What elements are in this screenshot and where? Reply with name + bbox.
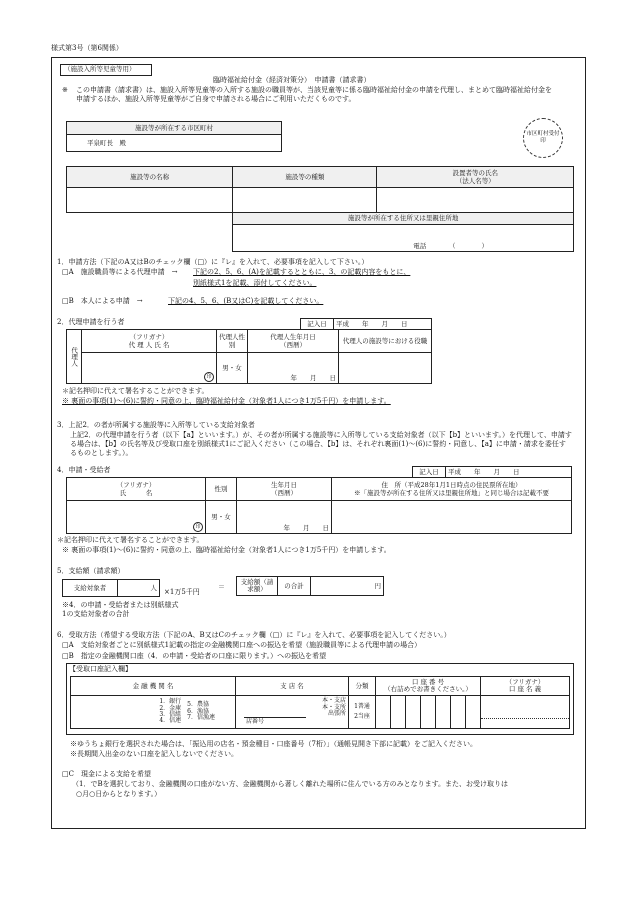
s5-amount-label: 支給額（請求額） (237, 577, 278, 596)
s4-note2: ※ 裏面の事項(1)～(6)に誓約・同意の上、臨時福祉給付金（対象者1人につき1万5千円）を申請します。 (62, 546, 391, 554)
bank-type-2[interactable]: 2．金庫 (159, 704, 182, 712)
s2-date-value[interactable]: 平成 年 月 日 (334, 319, 432, 330)
form-title: 臨時福祉給付金（経済対策分） 申請書（請求書） (213, 76, 371, 84)
bank-type-3[interactable]: 3．信組 (159, 711, 182, 718)
seal-mark: 印 (204, 372, 214, 382)
applicant-address-input[interactable] (332, 501, 572, 534)
applicant-gender-header: 性別 (206, 478, 237, 501)
applicant-furigana-header: （フリガナ） (116, 480, 156, 489)
branch-type-3[interactable]: 出張所 (327, 709, 346, 717)
account-number-subheader: （右詰めでお書きください。） (384, 685, 472, 693)
s5-target-label: 支給対象者 (63, 580, 118, 597)
applicant-birth-input[interactable]: 年 月 日 (237, 501, 332, 534)
s5-target-box (62, 579, 160, 597)
s5-amount-input[interactable] (311, 577, 384, 596)
facility-address-header: 施設等が所在する住所又は里親住所地 (233, 213, 574, 225)
founder-header: 設置者等の氏名 (452, 168, 498, 177)
s5-target-input[interactable] (118, 580, 160, 597)
facility-type-input[interactable] (233, 188, 377, 213)
proxy-table (66, 329, 432, 384)
s5-heading: 5．支給額（請求額） (57, 567, 125, 575)
tel-label: 電話 (413, 241, 427, 250)
proxy-side-label: 代理人 (67, 330, 82, 384)
account-table (70, 676, 570, 729)
facility-name-input[interactable] (67, 188, 233, 213)
s1-option-b-text: 下記の4、5、6、(B又はC)を記載してください。 (168, 297, 324, 305)
s5-equals: ＝ (218, 583, 225, 591)
proxy-role-input[interactable] (339, 353, 432, 384)
account-box-title: 【受取口座記入欄】 (69, 665, 132, 673)
facility-type-header: 施設等の種類 (233, 167, 377, 188)
founder-input[interactable] (377, 188, 574, 213)
branch-header: 支 店 名 (236, 677, 349, 696)
facility-address-input[interactable]: 電話 （ ） (233, 225, 574, 252)
account-number-input[interactable] (376, 696, 481, 729)
bank-type-4[interactable]: 4．信連 (159, 717, 182, 725)
s6-option-a[interactable]: □A 支給対象者ごとに別紙様式1記載の指定の金融機関口座への振込を希望（施設職員等による代理申請の場合） (62, 641, 422, 649)
s4-date-label: 記入日 (413, 467, 446, 478)
proxy-birth-input[interactable]: 年 月 日 (248, 353, 339, 384)
s5-note: ※4．の申請・受給者または別紙様式1の支給対象者の合計 (62, 601, 179, 618)
applicant-table (66, 477, 572, 534)
bank-type-1[interactable]: 1．銀行 (159, 698, 182, 706)
s5-total-label: の合計 (278, 577, 311, 596)
facility-table (66, 166, 574, 252)
s2-heading: 2．代理申請を行う者 (57, 318, 125, 326)
intro-note-mark: ※ (62, 86, 68, 94)
s6-c-note2: ○月○日からとなります。） (76, 790, 162, 798)
holder-input[interactable] (481, 696, 570, 729)
category-label: （施設入所等児童等用） (60, 64, 152, 76)
branch-input[interactable] (236, 696, 349, 729)
facility-name-header: 施設等の名称 (67, 167, 233, 188)
applicant-birth-subheader: （西暦） (271, 489, 297, 497)
bank-type-5[interactable]: 5．農協 (187, 701, 209, 709)
holder-furigana-header: （フリガナ） (505, 677, 545, 686)
s6-note1: ※ゆうちょ銀行を選択された場合は、「振込用の店名・預金種目・口座番号（7桁）」（通帳見開き下部に記載）をご記入ください。 (70, 740, 477, 748)
proxy-birth-subheader: （西暦） (280, 341, 306, 349)
class-current[interactable]: 2当座 (354, 713, 370, 720)
s1-heading: 1．申請方法（下記のA又はBのチェック欄（□）に『レ』を入れて、必要事項を記入して下さい。） (57, 258, 369, 266)
applicant-gender-input[interactable]: 男・女 (206, 501, 237, 534)
branch-type-2[interactable]: 本・支所 (321, 703, 346, 711)
s4-heading: 4．申請・受給者 (57, 466, 111, 474)
seal-mark: 印 (193, 522, 203, 532)
s4-date-value[interactable]: 平成 年 月 日 (446, 467, 572, 478)
applicant-name-header: 氏 名 (119, 489, 153, 497)
s6-heading: 6．受取方法（希望する受取方法（下記のA、B又はCのチェック欄（□）に『レ』を入れて、必要事項を記入してください。） (57, 631, 451, 639)
s1-option-b[interactable]: □B 本人による申請 → (62, 297, 143, 305)
applicant-name-input[interactable] (67, 501, 206, 534)
form-number: 様式第3号（第6関係） (51, 44, 123, 52)
s2-date-label: 記入日 (301, 319, 334, 330)
s5-times: ×1万5千円 (164, 588, 200, 596)
s5-person-unit: 人 (150, 583, 157, 592)
s2-note1: ＊記名押印に代えて署名することができます。 (62, 387, 209, 395)
branch-type-1[interactable]: 本・支店 (321, 697, 346, 705)
proxy-gender-input[interactable]: 男・女 (217, 353, 248, 384)
applicant-birth-header: 生年月日 (271, 480, 297, 489)
municipality-table (66, 121, 282, 152)
founder-subheader: （法人名等） (455, 177, 495, 185)
bank-input[interactable] (71, 696, 236, 729)
bank-type-7[interactable]: 7．信漁連 (187, 714, 215, 721)
proxy-birth-header: 代理人生年月日 (270, 332, 316, 341)
proxy-name-header: 代 理 人 氏 名 (128, 341, 170, 349)
account-number-header: 口 座 番 号 (411, 677, 445, 686)
s6-option-c[interactable]: □C 現金による支給を希望 (62, 770, 151, 778)
s1-option-a-text1: 下記の2、5、6、(A)を記載するとともに、3、の記載内容をもとに、 (193, 268, 411, 276)
municipality-header: 施設等が所在する市区町村 (67, 122, 282, 135)
bank-type-6[interactable]: 6．漁協 (187, 707, 209, 715)
proxy-role-header: 代理人の施設等における役職 (339, 330, 432, 353)
class-header: 分類 (349, 677, 376, 696)
holder-header: 口 座 名 義 (508, 685, 542, 693)
applicant-address-header: 住 所（平成28年1月1日時点の住民票所在地） (381, 480, 522, 489)
s6-option-b[interactable]: □B 指定の金融機関口座（4．の申請・受給者の口座に限ります。）への振込を希望 (62, 652, 327, 660)
reception-seal: 市区町村受付印 (523, 118, 563, 158)
s1-option-a-text2: 別紙様式1を記載、添付してください。 (193, 279, 317, 287)
s1-option-a[interactable]: □A 施設職員等による代理申請 → (62, 268, 178, 276)
s4-note1: ＊記名押印に代えて署名することができます。 (57, 536, 204, 544)
s6-note2: ※長期間入出金のない口座を記入しないでください。 (70, 750, 238, 758)
municipality-addressee: 平泉町長 殿 (67, 135, 282, 152)
proxy-gender-header: 代理人性別 (217, 330, 248, 353)
s2-note2: ※ 裏面の事項(1)～(6)に誓約・同意の上、臨時福祉給付金（対象者1人につき1万5千円）を申請します。 (62, 397, 391, 405)
s5-yen: 円 (374, 581, 381, 590)
proxy-name-input[interactable] (82, 353, 217, 384)
store-number[interactable]: 店番号 (244, 717, 306, 726)
class-ordinary[interactable]: 1普通 (354, 703, 370, 711)
s3-heading: 3．上記2．の者が所属する施設等に入所等している支給対象者 (57, 421, 255, 429)
bank-header: 金 融 機 関 名 (71, 677, 236, 696)
applicant-address-subheader: ※「施設等が所在する住所又は里親住所地」と同じ場合は記載不要 (354, 489, 549, 497)
s6-c-note1: （1．でBを選択しており、金融機関の口座がない方、金融機関から著しく離れた場所に住んでいる方のみとなります。また、お受け取りは (72, 780, 509, 788)
s5-amount-box (236, 576, 384, 596)
intro-note: この申請書（請求書）は、施設入所等児童等の入所する施設の職員等が、当該児童等に係る臨時福祉給付金の申請を代理し、まとめて臨時福祉給付金を申請するほか、施設入所等児童等がご自身で申請される場合にご利用いただくものです。 (76, 86, 552, 103)
s3-text: 上記2．の代理申請を行う者（以下【a】といいます。）が、その者が所属する施設等に入所等している支給対象者（以下【b】といいます。）を代理して、申請する場合は、【b】の氏名等及び受取口座を別紙様式1にご記入ください（この場合、【b】は、それぞれ裏面(1)～(6)に誓約・同意し、【a】に申請・請求を委任するものとします。）。 (70, 431, 572, 457)
proxy-furigana-header: （フリガナ） (129, 332, 169, 341)
